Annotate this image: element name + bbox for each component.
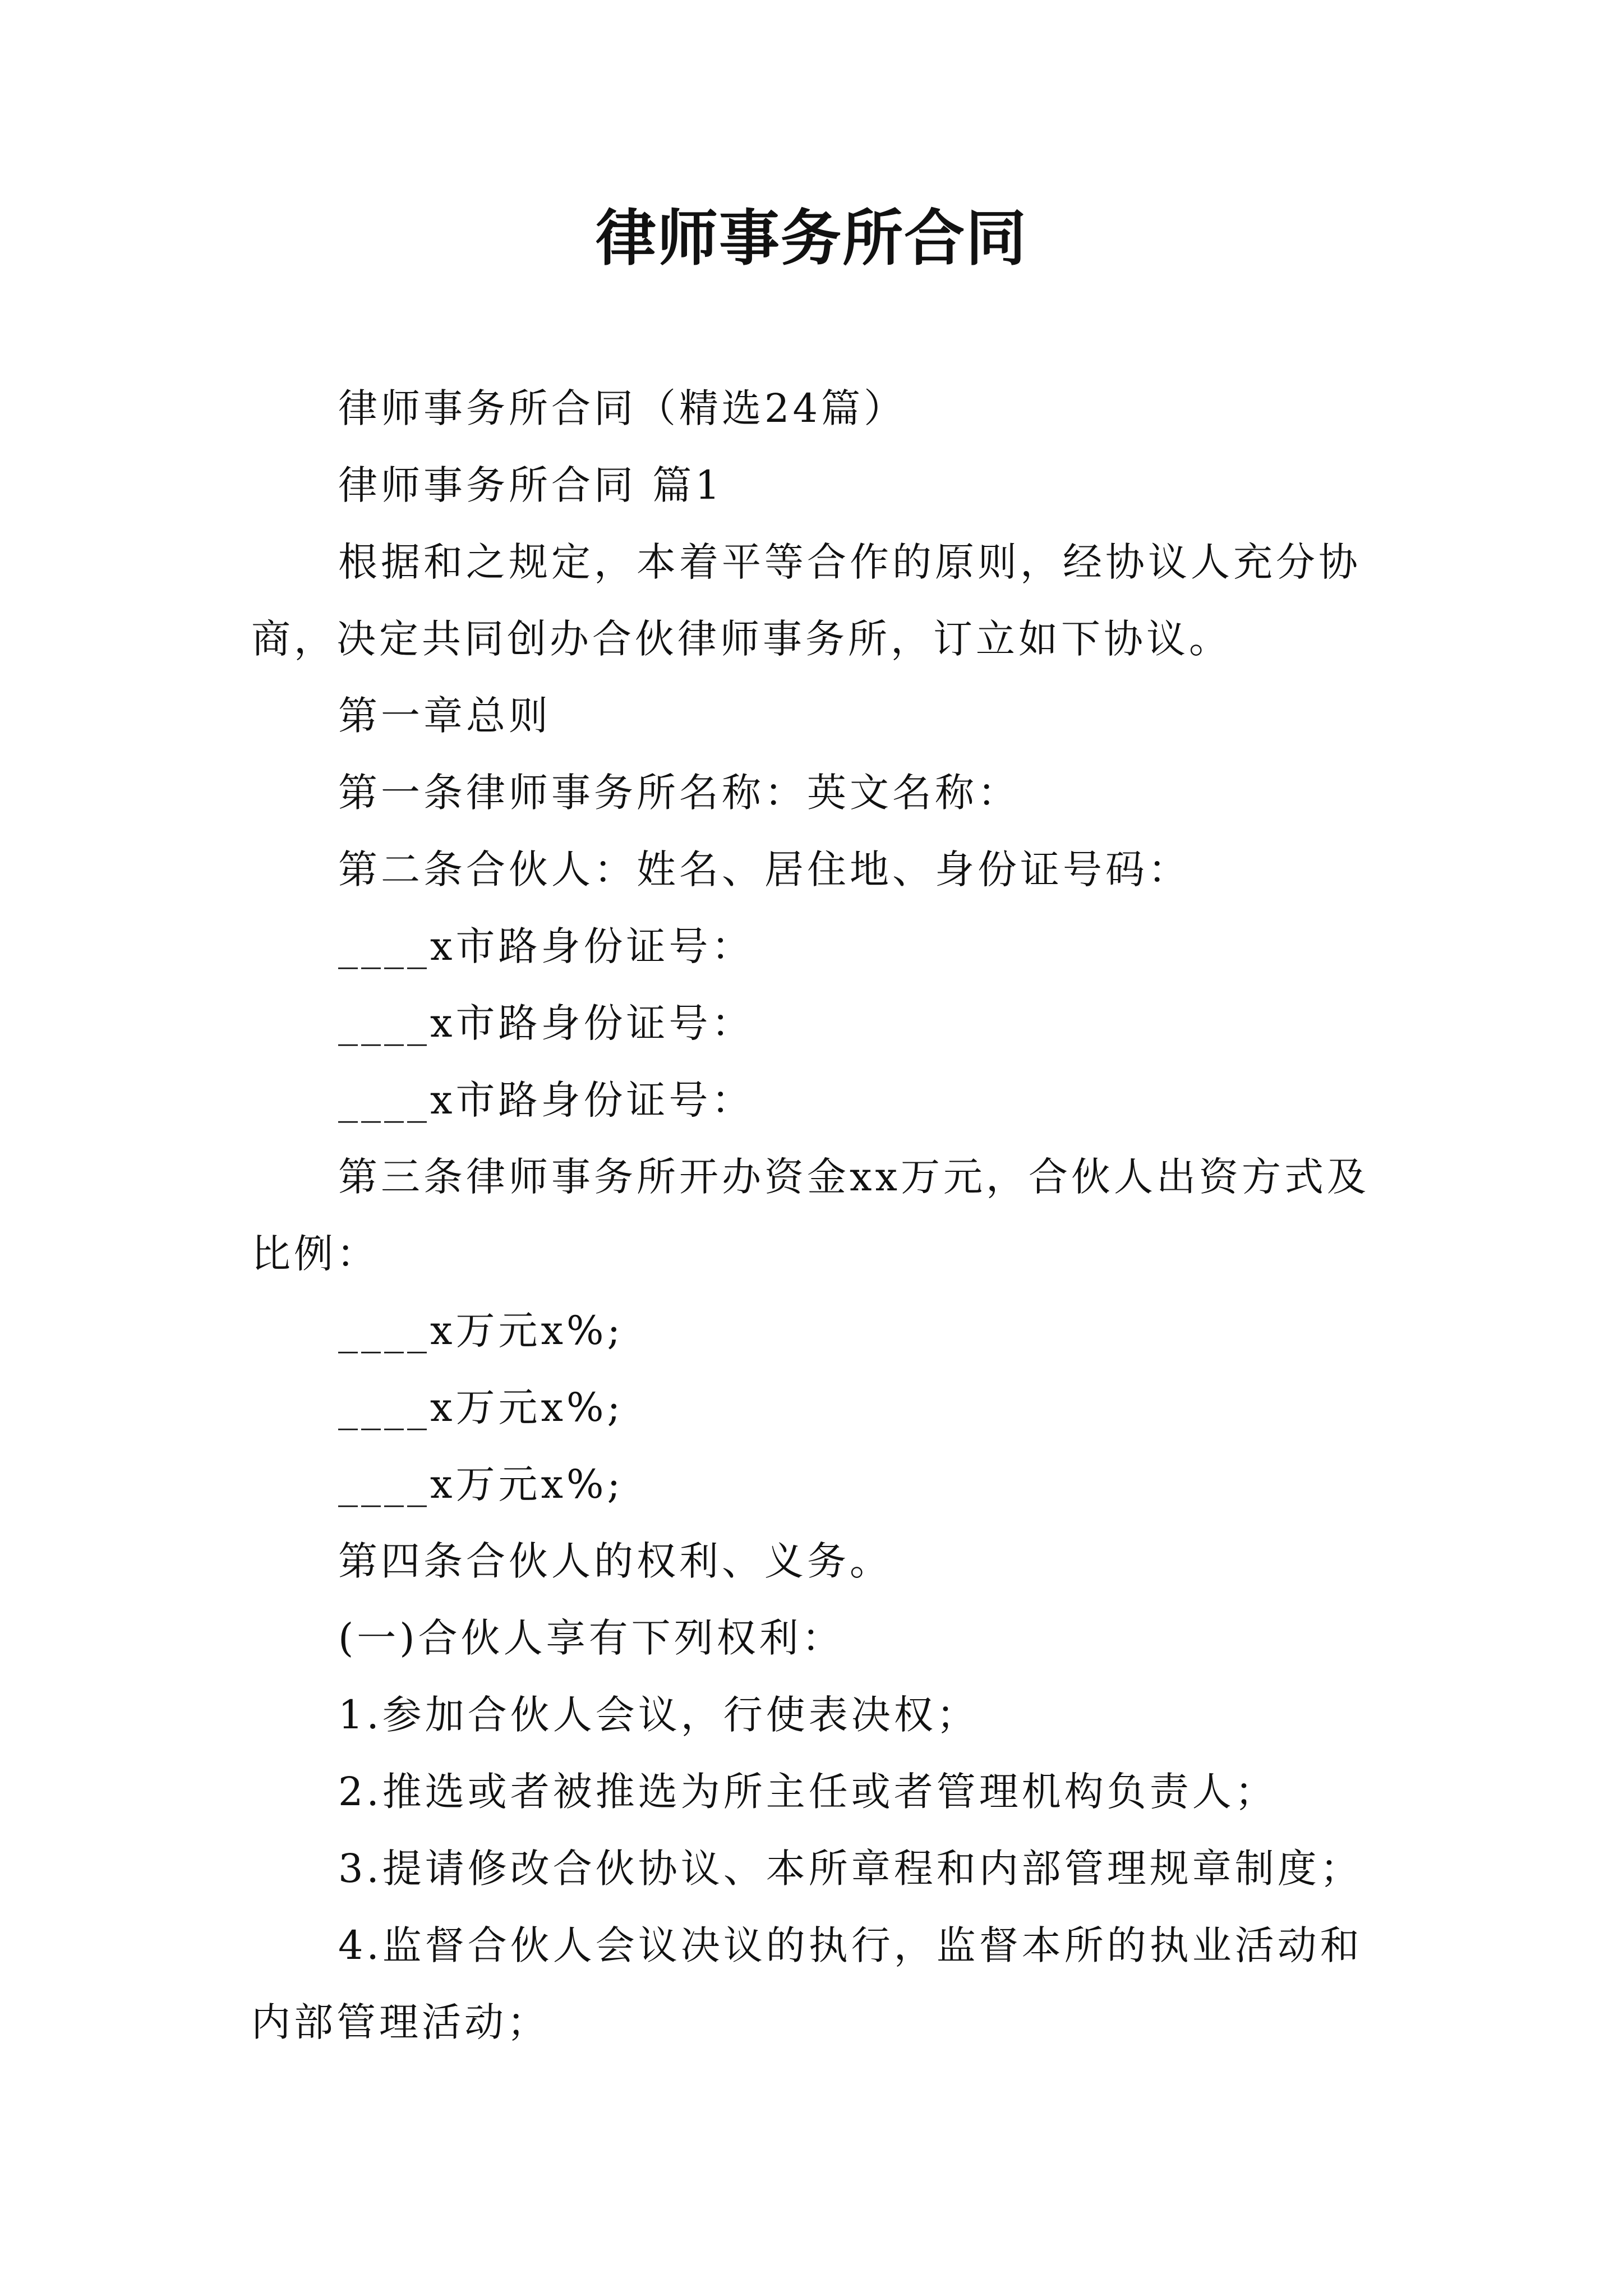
paragraph-right-4: 4.监督合伙人会议决议的执行，监督本所的执业活动和内部管理活动； <box>251 1922 1363 2045</box>
paragraph-capital-line-1: ____x万元x%; <box>338 1308 624 1354</box>
paragraph-partner-line-3: ____x市路身份证号： <box>338 1077 754 1123</box>
document-body <box>251 370 1378 2061</box>
paragraph-right-3: 3.提请修改合伙协议、本所章程和内部管理规章制度； <box>338 1846 1363 1892</box>
paragraph-article-2: 第二条合伙人：姓名、居住地、身份证号码： <box>338 846 1191 892</box>
paragraph-partner-line-2: ____x市路身份证号： <box>338 1000 754 1046</box>
paragraph-article-1: 第一条律师事务所名称：英文名称： <box>338 770 1020 816</box>
paragraph-right-2: 2.推选或者被推选为所主任或者管理机构负责人； <box>338 1769 1278 1815</box>
paragraph-capital-line-2: ____x万元x%; <box>338 1384 624 1430</box>
document-title: 律师事务所合同 <box>595 203 1027 274</box>
paragraph-rights-heading: (一)合伙人享有下列权利： <box>338 1615 845 1661</box>
paragraph-partner-line-1: ____x市路身份证号： <box>338 923 754 969</box>
paragraph-chapter-heading: 第一章总则 <box>338 693 551 739</box>
paragraph-capital-line-3: ____x万元x%; <box>338 1461 624 1507</box>
paragraph-part-heading: 律师事务所合同 篇1 <box>338 462 723 508</box>
paragraph-right-1: 1.参加合伙人会议，行使表决权； <box>338 1692 979 1738</box>
paragraph-preamble: 根据和之规定，本着平等合作的原则，经协议人充分协商，决定共同创办合伙律师事务所，订立如下协议。 <box>251 539 1361 662</box>
paragraph-subtitle: 律师事务所合同（精选24篇） <box>338 385 907 431</box>
paragraph-article-3: 第三条律师事务所开办资金xx万元，合伙人出资方式及比例： <box>251 1154 1370 1277</box>
paragraph-article-4: 第四条合伙人的权利、义务。 <box>338 1538 892 1584</box>
